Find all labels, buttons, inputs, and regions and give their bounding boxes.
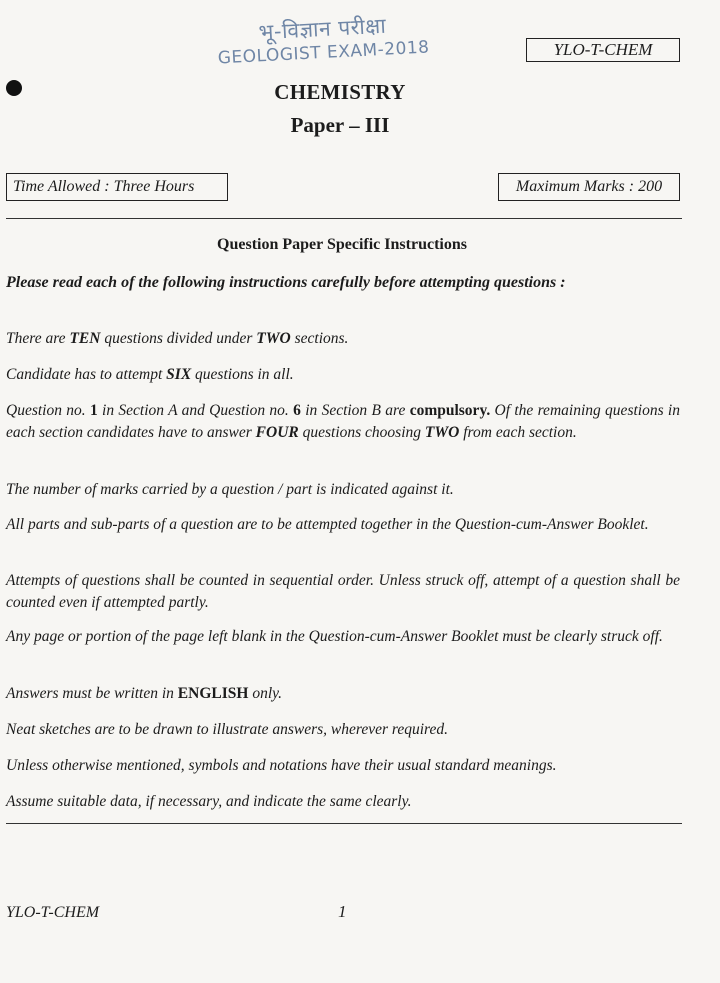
instruction-item: Answers must be written in ENGLISH only. <box>6 685 283 702</box>
paper-title: Paper – III <box>290 113 390 137</box>
subject-title: CHEMISTRY <box>274 80 406 104</box>
instruction-item: The number of marks carried by a question / part is indicated against it. <box>6 481 454 498</box>
stamp-english-text: GEOLOGIST EXAM-2018 <box>217 37 430 69</box>
instruction-item: All parts and sub-parts of a question are to be attempted together in the Question-cum-Answer Booklet. <box>6 516 649 533</box>
instruction-item: Neat sketches are to be drawn to illustrate answers, wherever required. <box>6 721 448 738</box>
instruction-item: Any page or portion of the page left blank in the Question-cum-Answer Booklet must be clearly struck off. <box>6 628 663 645</box>
instruction-item: Unless otherwise mentioned, symbols and notations have their usual standard meanings. <box>6 757 557 774</box>
stamp-hindi-text: भू-विज्ञान परीक्षा <box>258 13 387 45</box>
paper-code-box: YLO-T-CHEM <box>526 38 680 62</box>
footer-paper-code: YLO-T-CHEM <box>6 904 100 921</box>
instruction-item: Assume suitable data, if necessary, and indicate the same clearly. <box>6 793 412 810</box>
instructions-intro: Please read each of the following instructions carefully before attempting questions : <box>6 274 566 291</box>
page-number: 1 <box>338 902 347 921</box>
instruction-item: Attempts of questions shall be counted in sequential order. Unless struck off, attempt of a question shall be counted even if attempted partly. <box>6 572 680 611</box>
header-divider <box>6 218 682 219</box>
time-allowed-box: Time Allowed : Three Hours <box>6 173 228 201</box>
instructions-divider <box>6 823 682 824</box>
instructions-title: Question Paper Specific Instructions <box>217 236 467 253</box>
instruction-item: Question no. 1 in Section A and Question no. 6 in Section B are compulsory. Of the remaining questions in each section candidates have to answer FOUR questions choosing TWO from each section. <box>6 402 680 441</box>
instruction-item: There are TEN questions divided under TWO sections. <box>6 330 349 347</box>
maximum-marks-box: Maximum Marks : 200 <box>498 173 680 201</box>
exam-stamp <box>207 10 439 70</box>
instruction-item: Candidate has to attempt SIX questions in all. <box>6 366 294 383</box>
